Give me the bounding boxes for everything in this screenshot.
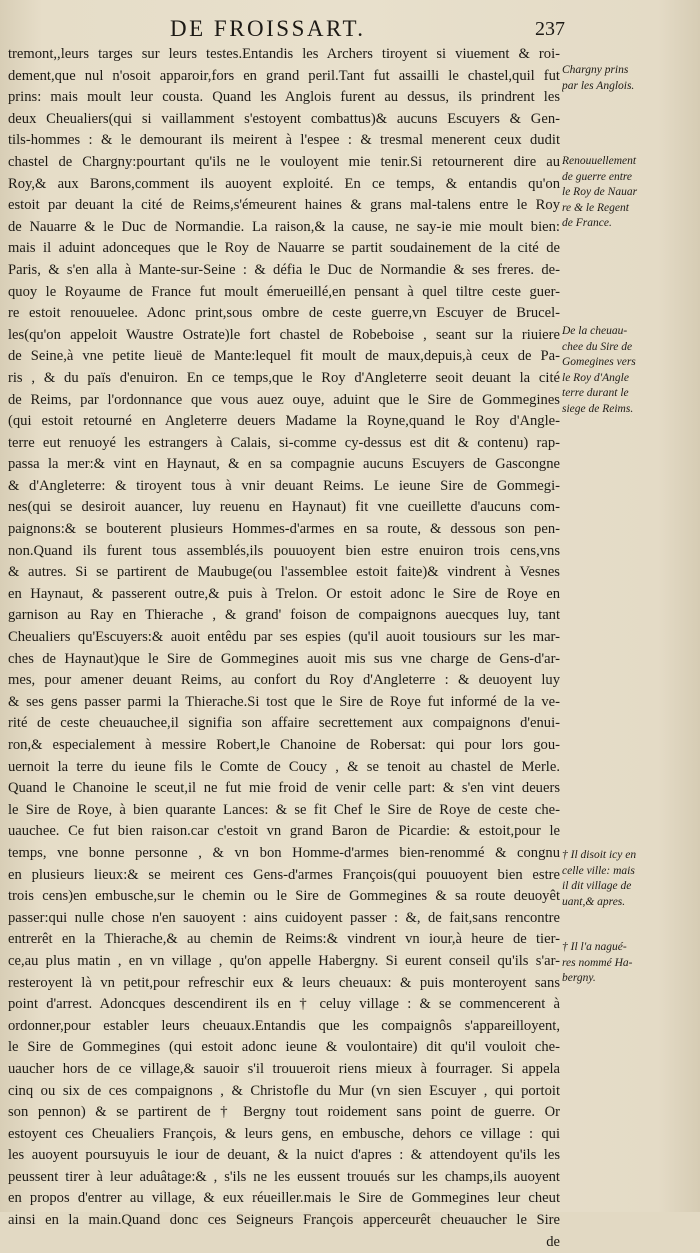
text-line: de Reims, par l'ordonnance que vous auez ouye, aduint que le Sire de Gommegines [8, 391, 560, 408]
text-line: tils-hommes : & le demourant ils meirent à l'espee : & tresmal menerent ceux dudit [8, 132, 560, 149]
margin-note-line: † Il disoit icy en [562, 849, 637, 861]
margin-note-line: il dit village de [562, 880, 632, 892]
text-line: entrerêt en la Thierache,& au chemin de Reims:& vindrent vn iour,à heure de tier- [8, 931, 560, 948]
text-line: le Sire de Gommegines (qui estoit adonc ieune & voulontaire) dit qu'il vouloit che- [8, 1039, 560, 1056]
text-line: terre eut renuoyé les estrangers à Calais, si-comme cy-dessus est dit & contenu) rap- [8, 434, 560, 451]
margin-note-line: de guerre entre [562, 170, 633, 183]
text-line: chastel de Chargny:pourtant qu'ils ne le vouloyent mie tenir.Si retournerent dire au [8, 153, 560, 170]
text-line: trois cens)en embusche,sur le chemin ou le Sire de Gommegines & sa route deuoyêt [8, 888, 560, 905]
text-line: le Sire de Roye, à bien quarante Lances: & se fit Chef le Sire de Roye de ceste che- [8, 801, 560, 818]
text-line: uaucher hors de ce village,& sauoir s'il trouueroit riens mieux à fourrager. Si appela [8, 1060, 560, 1077]
text-line: garnison au Ray en Thierache , & grand' foison de compaignons auecques luy, tant [8, 607, 560, 624]
text-line: prins: mais moult leur cousta. Quand les Anglois furent au dessus, ils prindrent les [8, 89, 560, 106]
text-line: de Seine,à vne petite lieuë de Mante:lequel fit moult de maux,depuis,à ceux de Pa- [8, 348, 560, 365]
text-line: tremont,,leurs targes sur leurs testes.Entandis les Archers tiroyent si viuement & roi- [8, 46, 560, 62]
text-line: peussent tirer à leur aduâtage:& , s'ils ne les eussent trouués sur les champs,ils auoyent [8, 1168, 560, 1185]
text-line: estoyent ces Cheualiers François, & leurs gens, en embusche, dehors ce village : qui [8, 1125, 560, 1142]
text-line: nes(qui se desiroit auancer, luy reuenu en Haynaut) fit vne cueillette d'aucuns com- [8, 499, 560, 516]
margin-note-line: chee du Sire de [562, 340, 633, 353]
text-line: uernoit la terre du ieune fils le Comte de Coucy , & se tenoit au chastel de Merle. [8, 758, 560, 775]
margin-note-line: uant,& apres. [562, 895, 626, 908]
text-line: temps, vne bonne personne , & vn bon Homme-d'armes bien-renommé & congnu [8, 844, 560, 861]
margin-note-line: res nommé Ha- [562, 956, 633, 969]
text-line: & ses gens passer parmi la Thierache.Si tost que le Sire de Roye fut informé de la ve- [8, 693, 560, 710]
text-line: non.Quand ils furent tous assemblés,ils pouuoyent bien estre enuiron trois cens,vns [8, 542, 560, 559]
text-line: ris , & du païs d'enuiron. En ce temps,que le Roy d'Angleterre seoit deuant la cité [8, 369, 560, 386]
text-line: en plusieurs lieux:& se meirent ces Gens-d'armes François(qui pouuoyent bien estre [8, 866, 560, 883]
body-text-column [8, 44, 560, 1253]
text-line: Cheualiers qu'Escuyers:& auoit entêdu par ses espies (qu'il auoit tousiours sur les mar- [8, 629, 560, 646]
margin-note-line: le Roy de Nauar [562, 186, 638, 198]
page-header [0, 16, 700, 44]
margin-note [562, 848, 696, 910]
margin-note-line: par les Anglois. [562, 79, 635, 92]
text-line: ron,& especialement à messire Robert,le Chanoine de Robersat: qui pour lors gou- [8, 737, 560, 753]
margin-note [562, 63, 696, 94]
text-line: re estoit renouuelee. Adonc print,sous ombre de ceste guerre,vn Escuyer de Brucel- [8, 305, 560, 322]
text-line: ainsi en la main.Quand donc ces Seigneurs François apperceurêt cheuaucher le Sire [8, 1212, 560, 1229]
margin-note-line: De la cheuau- [562, 325, 628, 337]
margin-note [562, 940, 696, 987]
margin-note-line: terre durant le [562, 387, 629, 399]
text-line: en propos d'entrer au village, & eux réueiller.mais le Sire de Gommegines leur cheut [8, 1190, 560, 1207]
text-line: quoy le Royaume de France fut moult émerueillé,en pensant à quel tiltre ceste guer- [8, 283, 560, 300]
margin-note-line: Renouuellement [562, 155, 637, 167]
text-line: de Nauarre & le Duc de Normandie. La raison,& la cause, ne say-ie mie moult bien: [8, 218, 560, 235]
text-line: ches de Haynaut)que le Sire de Gommegines auoit mis sus vne charge de Gens-d'ar- [8, 650, 560, 667]
page-number: 237 [535, 18, 565, 40]
text-line: (qui estoit retourné en Angleterre deuers Madame la Royne,quand le Roy d'Angle- [8, 413, 560, 430]
text-line: dement,que nul n'osoit apparoir,fors en grand peril.Tant fut assailli le chastel,quil fut [8, 67, 560, 84]
text-line: point d'arrest. Adoncques descendirent ils en † celuy village : & se commencerent à [8, 996, 560, 1013]
text-line: rité de ceste cheuauchee,il signifia son affaire secrettement aux compaignons d'enui- [8, 715, 560, 732]
margin-note-line: bergny. [562, 972, 596, 984]
text-line: ce,au plus matin , en vn village , qu'on appelle Habergny. Si eurent conseil qu'ils s'ar- [8, 952, 560, 969]
text-line: ordonner,pour establer leurs cheuaux.Entandis que les compaignôs s'appareilloyent, [8, 1017, 560, 1034]
text-line: paignons:& se bouterent plusieurs Hommes-d'armes en sa route, & dessous son pen- [8, 521, 560, 538]
catchword: de [546, 1233, 560, 1250]
text-line: mais il aduint adonceques que le Roy de Nauarre se partit soudainement de la cité de [8, 240, 560, 257]
margin-note-line: le Roy d'Angle [562, 371, 629, 384]
text-line: les auoyent poursuyuis le iour de deuant, & la nuict d'apres : & attendoyent qu'ils les [8, 1147, 560, 1164]
margin-note [562, 324, 696, 417]
margin-note-line: Chargny prins [562, 64, 629, 76]
text-line: Roy,& aux Barons,comment ils auoyent exploité. En ce temps, & entandis qu'on [8, 175, 560, 192]
text-line: & d'Angleterre: & tiroyent tous à vnir deuant Reims. Le ieune Sire de Gommegi- [8, 477, 560, 494]
text-line: passer:qui nulle chose n'en sauoyent : ains cuidoyent passer : &, de fait,sans rencontre [8, 909, 560, 926]
text-line: deux Cheualiers(qui si vaillamment s'estoyent combattus)& aucuns Escuyers & Gen- [8, 110, 560, 127]
margin-note-line: celle ville: mais [562, 864, 635, 877]
text-line: en Haynaut, & passerent outre,& puis à Trelon. Or estoit adonc le Sire de Roye en [8, 585, 560, 602]
margin-note-line: Gomegines vers [562, 356, 636, 368]
text-line: Quand le Chanoine le sceut,il ne fut mie froid de venir celle part: & s'en vint deuers [8, 780, 560, 797]
text-line: son pennon) & se partirent de † Bergny tout roidement sans point de guerre. Or [8, 1104, 560, 1121]
text-line: Paris, & s'en alla à Mante-sur-Seine : & défia le Duc de Normandie & ses freres. de- [8, 261, 560, 278]
margin-note-line: † Il l'a nagué- [562, 941, 627, 953]
running-title: DE FROISSART. [170, 16, 366, 41]
text-line: passa la mer:& vint en Haynaut, & en sa compagnie aucuns Escuyers de Gascongne [8, 456, 560, 473]
text-line: estoit par deuant la cité de Reims,s'émeurent haines & grans mal-talens entre le Roy [8, 197, 560, 214]
margin-note-line: re & le Regent [562, 201, 629, 214]
text-line: les(qu'on appeloit Waustre Ostrate)le fort chastel de Robeboise , seant sur la riuiere [8, 326, 560, 343]
margin-note-line: siege de Reims. [562, 402, 634, 415]
text-line: uauchee. Ce fut bien raison.car c'estoit vn grand Baron de Picardie: & estoit,pour le [8, 823, 560, 840]
text-line: mes, pour amener deuant Reims, au confort du Roy d'Angleterre : & deuoyent luy [8, 672, 560, 689]
margin-note-line: de France. [562, 217, 612, 229]
text-line: cinq ou six de ces compaignons , & Christofle du Mur (vn sien Escuyer , qui portoit [8, 1082, 560, 1099]
text-line: & autres. Si se partirent de Maubuge(ou l'assemblee estoit faite)& vindrent à Vesnes [8, 564, 560, 581]
text-line: resteroyent là vn petit,pour refreschir eux & leurs cheuaux: & puis monteroyent sans [8, 974, 560, 991]
margin-note [562, 154, 696, 232]
